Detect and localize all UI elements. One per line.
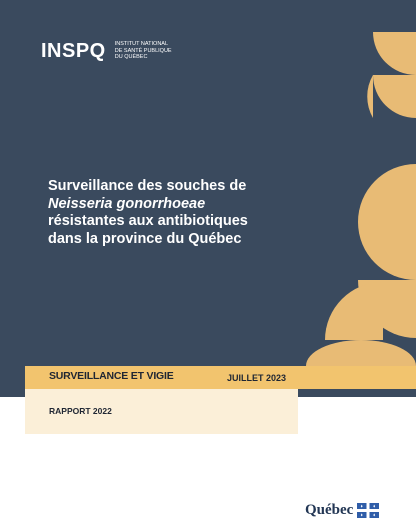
publication-date: JUILLET 2023 (227, 373, 287, 383)
shape-mid-low (358, 222, 416, 280)
shape-top-quarter (373, 32, 416, 75)
quebec-wordmark: Québec (305, 502, 354, 518)
report-box (25, 389, 298, 434)
shape-bottom-arch (306, 340, 416, 366)
institute-line: DU QUÉBEC (114, 54, 148, 61)
title-line-1: Surveillance des souches de (48, 178, 247, 194)
report-label: RAPPORT 2022 (49, 406, 112, 416)
institute-line: INSTITUT NATIONAL (114, 41, 169, 48)
quebec-government-logo (305, 502, 379, 518)
logo-wordmark: INSPQ (41, 40, 106, 62)
title-line-4: dans la province du Québec (48, 230, 242, 247)
institute-line: DE SANTÉ PUBLIQUE (114, 47, 172, 54)
document-title (48, 178, 348, 248)
shape-lower-curve (325, 282, 383, 340)
institute-name (115, 41, 185, 61)
inspq-logo (41, 41, 185, 61)
title-line-2: Neisseria gonorrhoeae (48, 195, 206, 212)
category-band (25, 366, 416, 389)
shape-mid-circle (358, 164, 416, 222)
quebec-flag-icon (357, 503, 379, 518)
category-label: SURVEILLANCE ET VIGIE (49, 370, 174, 382)
title-line-3: résistantes aux antibiotiques (48, 213, 248, 229)
